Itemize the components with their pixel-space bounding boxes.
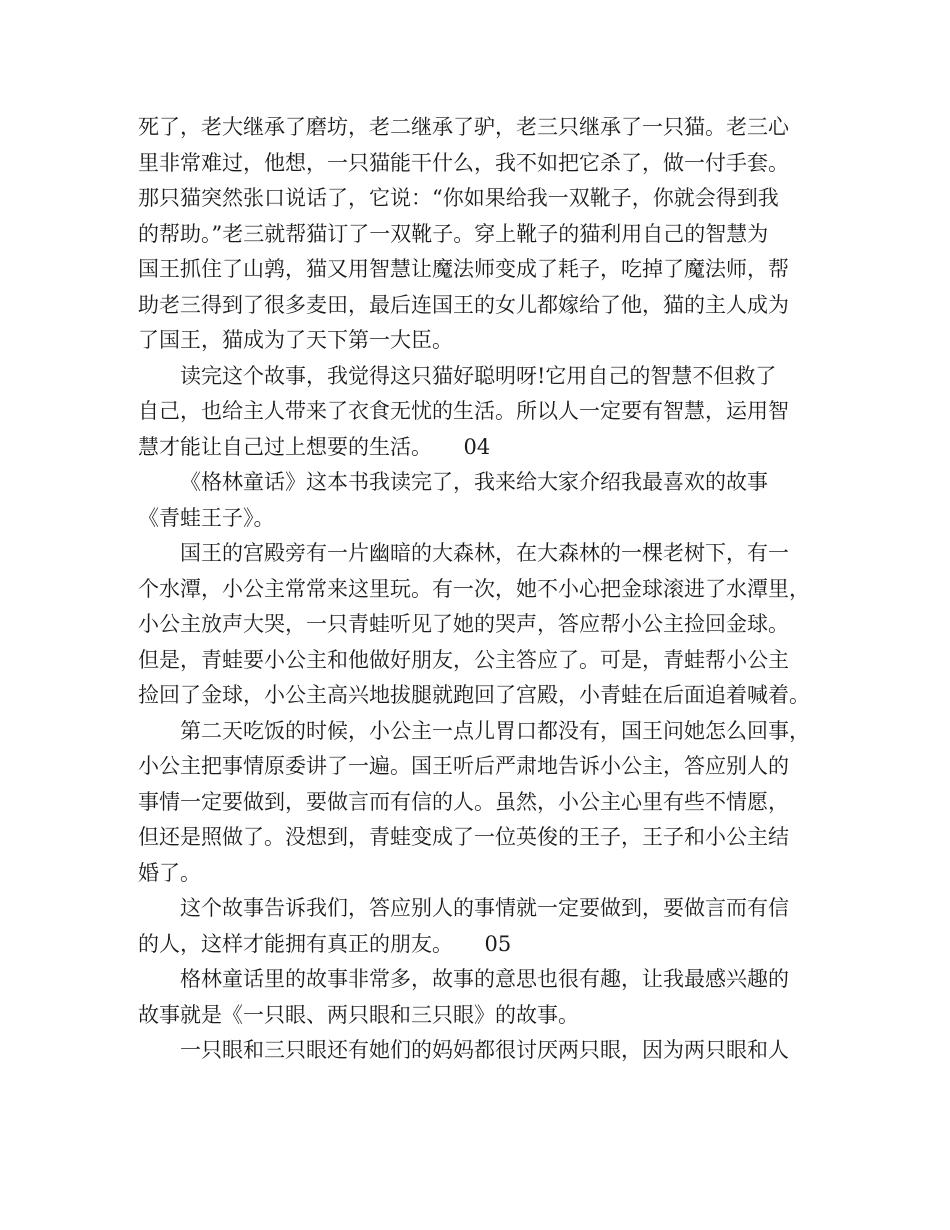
text-line: 助老三得到了很多麦田，最后连国王的女儿都嫁给了他，猫的主人成为	[138, 292, 789, 317]
text-line: 小公主把事情原委讲了一遍。国王听后严肃地告诉小公主，答应别人的	[138, 754, 789, 778]
text-line: 《青蛙王子》。	[138, 505, 275, 530]
text-line: 小公主放声大哭，一只青蛙听见了她的哭声，答应帮小公主捡回金球。	[138, 612, 789, 636]
text-line: 但还是照做了。没想到，青蛙变成了一位英俊的王子，王子和小公主结	[138, 825, 789, 849]
text-line: 里非常难过，他想，一只猫能干什么，我不如把它杀了，做一付手套。	[138, 150, 789, 175]
text-line: 这个故事告诉我们，答应别人的事情就一定要做到，要做言而有信	[180, 896, 789, 920]
text-line: 一只眼和三只眼还有她们的妈妈都很讨厌两只眼，因为两只眼和人	[180, 1038, 789, 1062]
text-line: 但是，青蛙要小公主和他做好朋友，公主答应了。可是，青蛙帮小公主	[138, 647, 789, 672]
text-line: 死了，老大继承了磨坊，老二继承了驴，老三只继承了一只猫。老三心	[138, 115, 789, 139]
text-line: 国王抓住了山鹑，猫又用智慧让魔法师变成了耗子，吃掉了魔法师，帮	[138, 257, 789, 281]
text-line: 国王的宫殿旁有一片幽暗的大森林，在大森林的一棵老树下，有一	[180, 541, 789, 565]
text-line: 自己，也给主人带来了衣食无忧的生活。所以人一定要有智慧，运用智	[138, 399, 789, 423]
text-line: 那只猫突然张口说话了，它说：“你如果给我一双靴子，你就会得到我	[138, 186, 779, 210]
text-line: 的帮助。”老三就帮猫订了一双靴子。穿上靴子的猫利用自己的智慧为	[138, 221, 769, 246]
text-line: 读完这个故事，我觉得这只猫好聪明呀!它用自己的智慧不但救了	[180, 363, 777, 388]
text-line: 了国王，猫成为了天下第一大臣。	[138, 328, 453, 352]
text-line: 格林童话里的故事非常多，故事的意思也很有趣，让我最感兴趣的	[180, 967, 789, 991]
text-line: 事情一定要做到，要做言而有信的人。虽然，小公主心里有些不情愿，	[138, 789, 789, 814]
body-text	[138, 110, 828, 1069]
text-line: 婚了。	[138, 860, 201, 885]
text-line: 捡回了金球，小公主高兴地拔腿就跑回了宫殿，小青蛙在后面追着喊着。	[138, 683, 810, 707]
text-line: 的人，这样才能拥有真正的朋友。 05	[138, 931, 512, 956]
text-line: 《格林童话》这本书我读完了，我来给大家介绍我最喜欢的故事	[180, 470, 768, 494]
text-line: 故事就是《一只眼、两只眼和三只眼》的故事。	[138, 1002, 579, 1027]
text-line: 慧才能让自己过上想要的生活。 04	[138, 434, 491, 459]
text-line: 个水潭，小公主常常来这里玩。有一次，她不小心把金球滚进了水潭里，	[138, 576, 810, 601]
text-line: 第二天吃饭的时候，小公主一点儿胃口都没有，国王问她怎么回事，	[180, 718, 810, 743]
